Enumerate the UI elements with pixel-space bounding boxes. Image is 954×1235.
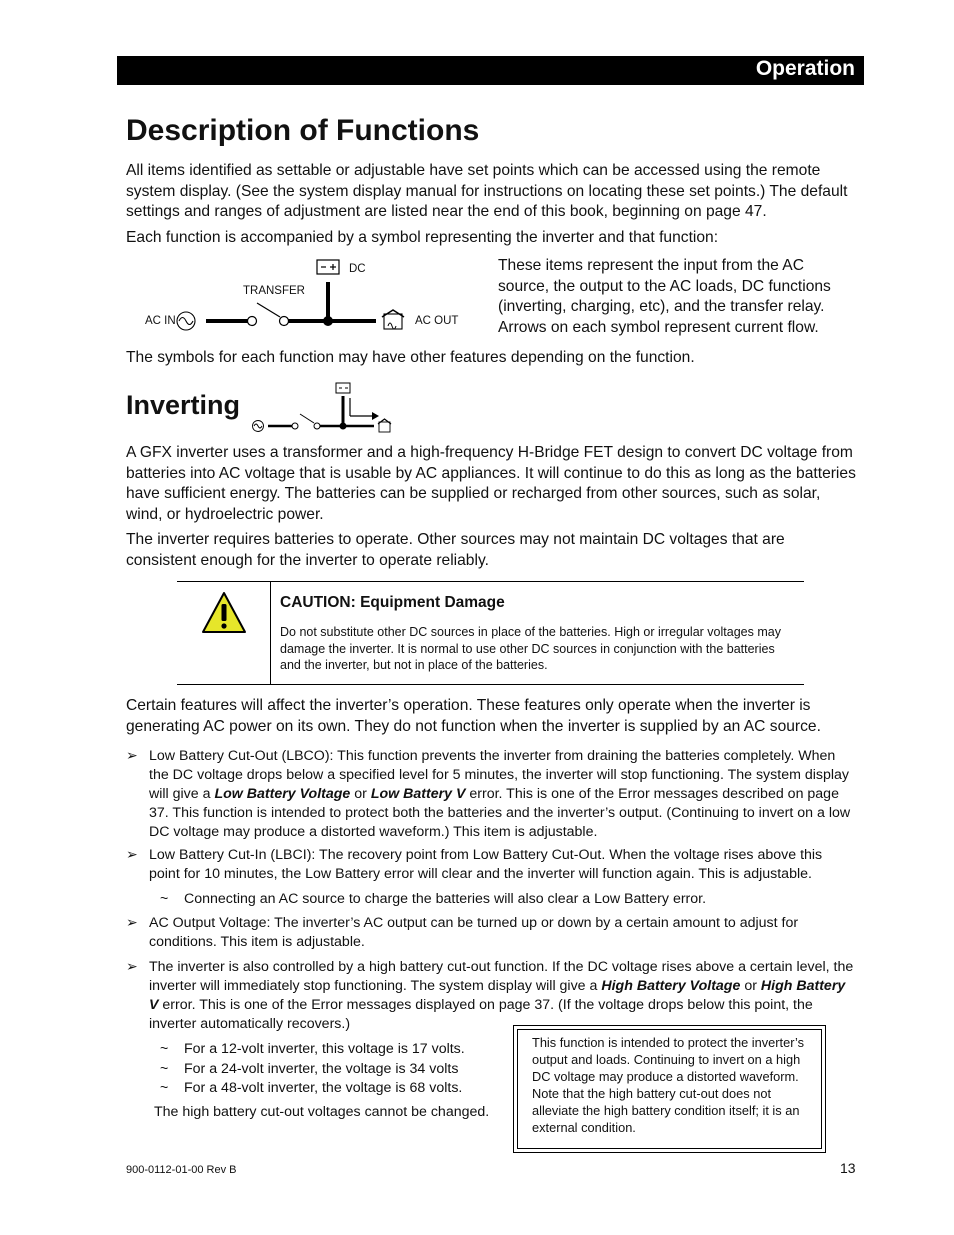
side-note-text: This function is intended to protect the inverter’s output and loads. Continuing to invert on a high DC voltage may produce a distorted waveform. Note that the high battery cut-out does not alleviate the high battery condition itself; it is an external condition. (532, 1035, 804, 1135)
intro-paragraph-1: All items identified as settable or adjustable have set points which can be accessed using the remote system display. (See the system display manual for instructions on locating these set points.) The default settings and ranges of adjustment are listed near the end of this book, beginning on page 47. (126, 162, 848, 220)
transfer-label: TRANSFER (243, 285, 305, 297)
page-number: 13 (840, 1160, 856, 1176)
hbco-sublist (160, 1040, 500, 1099)
list-item: ~ Connecting an AC source to charge the batteries will also clear a Low Battery error. (160, 891, 707, 907)
section-label: Operation (755, 57, 855, 80)
inverting-symbol (250, 380, 395, 435)
ac-load-icon (382, 310, 404, 329)
function-symbol-diagram (140, 255, 480, 340)
caution-box (177, 581, 804, 685)
symbols-note: The symbols for each function may have other features depending on the function. (126, 349, 695, 366)
intro-paragraph-2: Each function is accompanied by a symbol representing the inverter and that function: (126, 229, 719, 246)
side-note-box (513, 1025, 826, 1153)
caution-title: CAUTION: Equipment Damage (280, 594, 505, 611)
inverting-paragraph-1: A GFX inverter uses a transformer and a high-frequency H-Bridge FET design to convert DC voltage from batteries into AC voltage that is usable by AC appliances. It will continue to do this as long as the batteries have sufficient energy. The batteries can be supplied or recharged from other sources, such as solar, wind, or hydroelectric power. (126, 444, 856, 523)
inverting-heading: Inverting (126, 390, 241, 420)
dc-label: DC (349, 263, 366, 275)
inverting-paragraph-2: The inverter requires batteries to operate. Other sources may not maintain DC voltages that are consistent enough for the inverter to operate reliably. (126, 531, 785, 569)
ac-out-label: AC OUT (415, 315, 459, 327)
bullet-arrow-icon: ➢ (126, 748, 138, 764)
ac-in-label: AC IN (145, 315, 176, 327)
warning-triangle-icon (200, 590, 248, 636)
lbci-sublist (160, 890, 850, 910)
diagram-caption: These items represent the input from the AC source, the output to the AC loads, DC functions (inverting, charging, etc), and the transfer relay. Arrows on each symbol represent current flow. (498, 257, 831, 336)
hbco-note: The high battery cut-out voltages cannot be changed. (154, 1104, 490, 1120)
battery-icon (317, 260, 339, 274)
features-intro: Certain features will affect the inverter’s operation. These features only operate when the inverter is generating AC power on its own. They do not function when the inverter is supplied by an AC source. (126, 697, 821, 735)
list-item: ~ For a 12-volt inverter, this voltage is 17 volts. (160, 1041, 465, 1057)
section-header-bar (117, 56, 864, 85)
bullet-arrow-icon: ➢ (126, 847, 138, 863)
caution-divider (270, 582, 271, 684)
caution-text: Do not substitute other DC sources in place of the batteries. High or irregular voltages may damage the inverter. It is normal to use other DC sources in conjunction with the batteries and the inverter, but not in place of the batteries. (280, 625, 781, 672)
page-title: Description of Functions (126, 114, 480, 147)
bullet-arrow-icon: ➢ (126, 959, 138, 975)
document-number: 900-0112-01-00 Rev B (126, 1164, 237, 1176)
list-item: ~ For a 48-volt inverter, the voltage is 68 volts. (160, 1080, 463, 1096)
bullet-lbci: ➢ Low Battery Cut-In (LBCI): The recovery point from Low Battery Cut-Out. When the voltage rises above this point for 10 minutes, the Low Battery error will clear and the inverter will function again. This is adjustable. (126, 847, 823, 882)
bullet-ac-output: ➢ AC Output Voltage: The inverter’s AC output can be turned up or down by a certain amount to adjust for conditions. This item is adjustable. (126, 915, 799, 950)
bullet-hbco: ➢ The inverter is also controlled by a high battery cut-out function. If the DC voltage rises above a certain level, the inverter will immediately stop functioning. The system display will give a High Battery Voltage or High Battery V error. This is one of the Error messages displayed on page 37. (If the voltage drops below this point, the inverter automatically recovers.) (126, 959, 854, 1032)
list-item: ~ For a 24-volt inverter, the voltage is 34 volts (160, 1060, 459, 1077)
ac-sine-icon (177, 312, 195, 330)
bullet-arrow-icon: ➢ (126, 915, 138, 931)
bullet-lbco: ➢ Low Battery Cut-Out (LBCO): This function prevents the inverter from draining the batteries completely. When the DC voltage drops below a specified level for 5 minutes, the inverter will stop functioning. The system display will give a Low Battery Voltage or Low Battery V error. This is one of the Error messages described on page 37. This function is intended to protect both the batteries and the inverter’s output. (Continuing to invert on a low DC voltage may produce a distorted waveform.) This item is adjustable. (126, 748, 851, 840)
